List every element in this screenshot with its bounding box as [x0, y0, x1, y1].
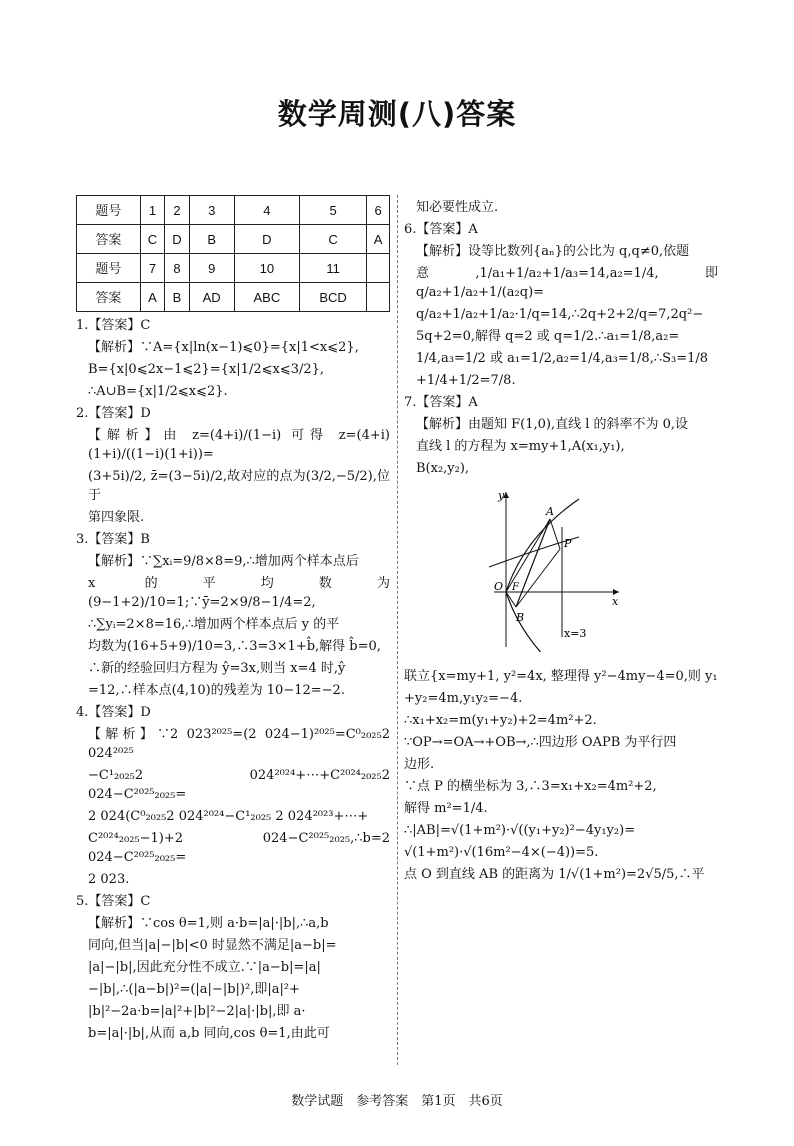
label-a: A [546, 505, 554, 518]
answer-table-cell [367, 254, 390, 283]
solution-line: 解得 m²=1/4. [404, 801, 488, 816]
solution-text [76, 725, 390, 889]
answer-table-cell: 4 [234, 196, 299, 225]
solution-line: 边形. [404, 757, 435, 772]
solution-line: ∴|AB|=√(1+m²)·√((y₁+y₂)²−4y₁y₂)= [404, 823, 636, 838]
solution-line: 意,1/a₁+1/a₂+1/a₃=14,a₂=1/4,即 q/a₂+1/a₂+1/(a₂q)= [416, 266, 718, 300]
answer-table-cell: 8 [165, 254, 190, 283]
solution-line: +y₂=4m,y₁y₂=−4. [404, 691, 523, 706]
label-b: B [516, 611, 525, 624]
answer-table-cell: ABC [234, 283, 299, 312]
solution-line: B={x|0⩽2x−1⩽2}={x|1/2⩽x⩽3/2}, [88, 362, 325, 377]
answer-heading: 2.【答案】D [76, 406, 151, 421]
solution-line: (3+5i)/2, z̄=(3−5i)/2,故对应的点为(3/2,−5/2),位于 [88, 469, 390, 503]
answer-table-cell: B [189, 225, 234, 254]
solution-item [76, 316, 390, 401]
solution-line: q/a₂+1/a₂+1/a₂·1/q=14,∴2q+2+2/q=7,2q²− [416, 307, 704, 322]
chord-ab [516, 519, 550, 607]
answer-heading: 5.【答案】C [76, 894, 151, 909]
solution-line: 同向,但当|a|−|b|<0 时显然不满足|a−b|= [88, 938, 337, 953]
left-solutions [76, 316, 390, 1043]
answer-heading: 1.【答案】C [76, 318, 151, 333]
label-x: x [612, 595, 619, 608]
answer-table-cell: A [367, 225, 390, 254]
solution-line: 【解析】∵cos θ=1,则 a·b=|a|·|b|,∴a,b [88, 916, 329, 931]
solution-item [76, 530, 390, 700]
solution-line: 【解析】由题知 F(1,0),直线 l 的斜率不为 0,设 [416, 417, 689, 432]
solution-line: 知必要性成立. [416, 200, 499, 215]
right-after-figure [404, 667, 718, 884]
solution-line: =12,∴样本点(4,10)的残差为 10−12=−2. [88, 683, 345, 698]
solution-line: ∴新的经验回归方程为 ŷ=3x,则当 x=4 时,ŷ [88, 661, 346, 676]
answer-heading: 6.【答案】A [404, 222, 478, 237]
solution-text [76, 552, 390, 700]
solution-line: 均数为(16+5+9)/10=3,∴3=3×1+b̂,解得 b̂=0, [88, 639, 381, 654]
answer-table-cell: BCD [300, 283, 367, 312]
solution-line: 直线 l 的方程为 x=my+1,A(x₁,y₁), [416, 439, 625, 454]
solution-line: ∵点 P 的横坐标为 3,∴3=x₁+x₂=4m²+2, [404, 779, 657, 794]
answer-table-row [77, 225, 390, 254]
answer-heading: 4.【答案】D [76, 705, 151, 720]
solution-line: 【解析】∵A={x|ln(x−1)⩽0}={x|1<x⩽2}, [88, 340, 359, 355]
solution-item [76, 404, 390, 527]
solution-item [404, 393, 718, 478]
solution-line: ∴x₁+x₂=m(y₁+y₂)+2=4m²+2. [404, 713, 597, 728]
solution-item [76, 892, 390, 1043]
answer-table-cell: 9 [189, 254, 234, 283]
solution-item [404, 198, 718, 217]
answer-table-cell: B [165, 283, 190, 312]
solution-line: ∵OP→=OA→+OB→,∴四边形 OAPB 为平行四 [404, 735, 677, 750]
solution-item [76, 703, 390, 889]
answer-table-cell: 6 [367, 196, 390, 225]
solution-text [76, 914, 390, 1043]
solution-line: 2 023. [88, 872, 130, 887]
page-footer: 数学试题 参考答案 第1页 共6页 [291, 1094, 503, 1109]
solution-line: √(1+m²)·√(16m²−4×(−4))=5. [404, 845, 599, 860]
segment-bp [516, 549, 560, 607]
solution-line: +1/4+1/2=7/8. [416, 373, 516, 388]
solution-line: x 的平均数为(9−1+2)/10=1;∵ȳ=2×9/8−1/4=2, [88, 576, 390, 610]
answer-table-cell: 1 [140, 196, 165, 225]
answer-heading: 7.【答案】A [404, 395, 478, 410]
solution-line: −C¹₂₀₂₅2 024²⁰²⁴+⋯+C²⁰²⁴₂₀₂₅2 024−C²⁰²⁵₂₀₂₅= [88, 768, 390, 802]
solution-line: |a|−|b|,因此充分性不成立.∵|a−b|=|a| [88, 960, 321, 975]
page-title: 数学周测(八)答案 [277, 97, 517, 131]
answer-table-cell: 7 [140, 254, 165, 283]
label-p: P [564, 537, 572, 550]
answer-table-cell: 11 [300, 254, 367, 283]
solution-line: 点 O 到直线 AB 的距离为 1/√(1+m²)=2√5/5,∴平 [404, 867, 705, 882]
right-column [404, 195, 718, 887]
answer-table-row [77, 283, 390, 312]
answer-table-cell: 答案 [77, 225, 141, 254]
label-o: O [494, 580, 504, 593]
right-solutions [404, 198, 718, 478]
solution-text [76, 338, 390, 401]
answer-table-cell: 3 [189, 196, 234, 225]
left-column [76, 195, 390, 1046]
solution-line: 【解析】设等比数列{aₙ}的公比为 q,q≠0,依题 [416, 244, 690, 259]
answer-table-cell: 10 [234, 254, 299, 283]
column-divider [397, 195, 398, 1065]
answer-table-cell: 答案 [77, 283, 141, 312]
answer-table-cell: C [140, 225, 165, 254]
answer-table-cell: C [300, 225, 367, 254]
solution-item [404, 220, 718, 390]
solution-line: C²⁰²⁴₂₀₂₅−1)+2 024−C²⁰²⁵₂₀₂₅,∴b=2 024−C²⁰²⁵₂₀₂₅= [88, 831, 390, 865]
answer-table-cell: 题号 [77, 196, 141, 225]
solution-line: 2 024(C⁰₂₀₂₅2 024²⁰²⁴−C¹₂₀₂₅ 2 024²⁰²³+⋯+ [88, 809, 369, 824]
solution-line: ∴A∪B={x|1/2⩽x⩽2}. [88, 384, 228, 399]
answer-table-cell: D [234, 225, 299, 254]
solution-text [76, 426, 390, 527]
label-f: F [512, 582, 519, 593]
answer-table-cell: 2 [165, 196, 190, 225]
answer-table-row [77, 254, 390, 283]
label-line-x3: x=3 [564, 627, 587, 640]
answer-table-row [77, 196, 390, 225]
solution-line: 联立{x=my+1, y²=4x, 整理得 y²−4my−4=0,则 y₁ [404, 669, 718, 684]
solution-line: 【解析】∵∑xᵢ=9/8×8=9,∴增加两个样本点后 [88, 554, 359, 569]
solution-line: −|b|,∴(|a−b|)²=(|a|−|b|)²,即|a|²+ [88, 982, 300, 997]
label-y: y [498, 489, 505, 502]
solution-line: 1/4,a₃=1/2 或 a₁=1/2,a₂=1/4,a₃=1/8,∴S₃=1/8 [416, 351, 709, 366]
solution-text [404, 198, 718, 217]
parabola-figure [484, 487, 624, 652]
answer-table-cell [367, 283, 390, 312]
answer-table-cell: 5 [300, 196, 367, 225]
answer-table-cell: AD [189, 283, 234, 312]
solution-text [404, 242, 718, 390]
answer-table-cell: A [140, 283, 165, 312]
solution-line: 【解析】由 z=(4+i)/(1−i) 可得 z=(4+i)(1+i)/((1−i)(1+i))= [88, 428, 390, 462]
solution-line: 5q+2=0,解得 q=2 或 q=1/2.∴a₁=1/8,a₂= [416, 329, 680, 344]
solution-line: ∴∑yᵢ=2×8=16,∴增加两个样本点后 y 的平 [88, 617, 340, 632]
solution-line: B(x₂,y₂), [416, 461, 470, 476]
solution-text [404, 415, 718, 478]
answer-table-cell: 题号 [77, 254, 141, 283]
solution-line: |b|²−2a·b=|a|²+|b|²−2|a|·|b|,即 a· [88, 1004, 306, 1019]
answer-heading: 3.【答案】B [76, 532, 150, 547]
solution-line: 【解析】∵2 023²⁰²⁵=(2 024−1)²⁰²⁵=C⁰₂₀₂₅2 024²⁰²⁵ [88, 727, 390, 761]
solution-line: 第四象限. [88, 510, 145, 525]
answer-table [76, 195, 390, 312]
answer-table-cell: D [165, 225, 190, 254]
solution-line: b=|a|·|b|,从而 a,b 同向,cos θ=1,由此可 [88, 1026, 330, 1041]
